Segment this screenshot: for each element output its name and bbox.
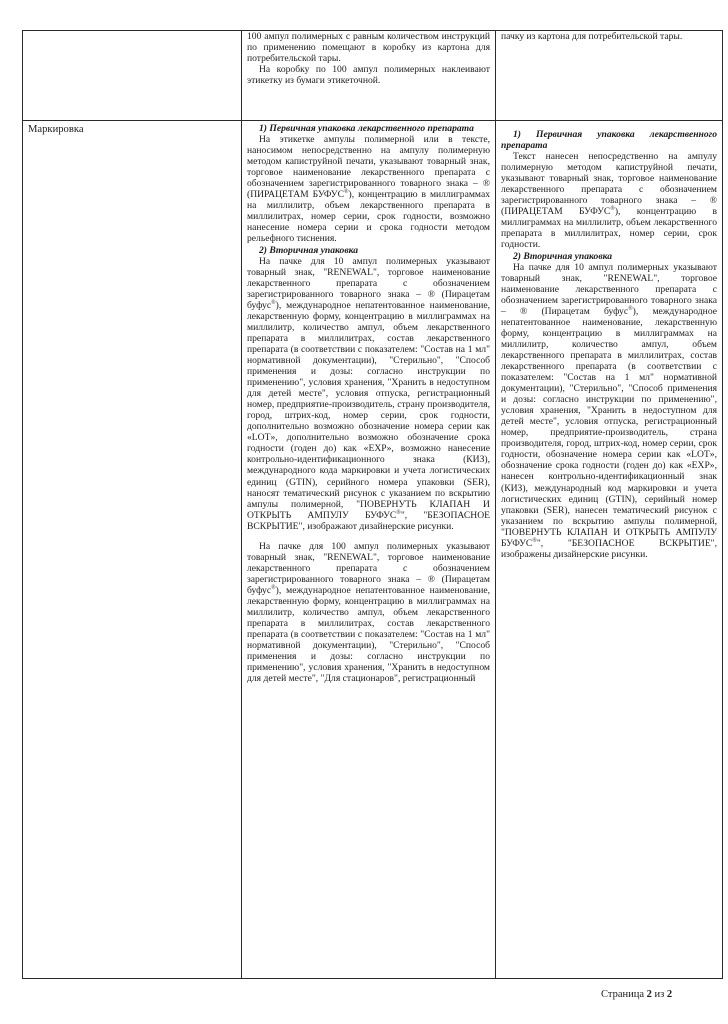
primary-packaging-heading: 1) Первичная упаковка лекарственного препарата [259,123,474,134]
proposed-text-cell [496,121,723,979]
row1-label-cell [23,31,242,121]
page-number: Страница 2 из 2 [601,989,673,1000]
table-row [23,31,723,121]
packaging-text: 100 ампул полимерных с равным количеством инструкций по применению помещают в коробку из картона для потребительской тары. [247,31,490,65]
current-text-cell [242,121,496,979]
comparison-table [22,30,723,979]
table-row [23,121,723,979]
primary-packaging-text: Текст нанесен непосредственно на ампулу полимерную методом капиструйной печати, указывают товарный знак, торговое наименование лекарственного препарата с обозначением зарегистрированного товарного знака – ® (ПИРАЦЕТАМ БУФУС®), концентрацию в миллиграммах на миллилитр, объем лекарственного препарата в миллилитрах, номер серии, срок годности. [501,151,717,251]
secondary-packaging-10-text: На пачке для 10 ампул полимерных указывают товарный знак, "RENEWAL", торговое наименование лекарственного препарата с обозначением зарегистрированного товарного знака – ® (Пирацетам буфус®), международное непатентованное наименование, лекарственную форму, концентрацию в миллиграммах на миллилитр, количество ампул, объем лекарственного препарата в миллилитрах, состав лекарственного препарата (в соответствии с показателем: "Состав на 1 мл" нормативной документации), "Стерильно", "Способ применения и дозы: согласно инструкции по применению", условия хранения, "Хранить в недоступном для детей месте", условия отпуска, регистрационный номер, предприятие-производитель, страна производителя, город, штрих-код, номер серии, срок годности, обозначение номера серии как «LOT», обозначение срока годности (годен до) как «EXP», нанесен контрольно-идентификационный знак (КИЗ), международный код маркировки и учета логистических единиц (GTIN), серийный номер упаковки (SER), нанесен тематический рисунок с указанием по вскрытию ампулы полимерной, "ПОВЕРНУТЬ КЛАПАН И ОТКРЫТЬ АМПУЛУ БУФУС®", "БЕЗОПАСНОЕ ВСКРЫТИЕ", изображены дизайнерские рисунки. [501,261,717,560]
row1-col3-cell [496,31,723,121]
secondary-packaging-heading: 2) Вторичная упаковка [513,250,613,262]
primary-packaging-heading: 1) Первичная упаковка лекарственного препарата [501,129,717,152]
primary-packaging-text: На этикетке ампулы полимерной или в тексте, наносимом непосредственно на ампулу полимерную методом капиструйной печати, указывают товарный знак, торговое наименование лекарственного препарата с обозначением зарегистрированного товарного знака – ® (ПИРАЦЕТАМ БУФУС®), концентрацию в миллиграммах на миллилитр, объем лекарственного препарата в миллилитрах, номер серии, срок годности, возможно нанесение номера серии и срока годности методом рельефного тиснения. [247,134,490,245]
packaging-text: пачку из картона для потребительской тары. [501,31,683,42]
label-text: На коробку по 100 ампул полимерных наклеивают этикетку из бумаги этикеточной. [247,64,490,87]
document-page [22,30,722,980]
row1-col2-cell [242,31,496,121]
secondary-packaging-heading: 2) Вторичная упаковка [259,244,359,256]
section-label: Маркировка [23,121,242,979]
secondary-packaging-10-text: На пачке для 10 ампул полимерных указывают товарный знак, "RENEWAL", торговое наименование лекарственного препарата с обозначением зарегистрированного товарного знака – ® (Пирацетам буфус®), международное непатентованное наименование, лекарственную форму, концентрацию в миллиграммах на миллилитр, количество ампул, объем лекарственного препарата в миллилитрах, состав лекарственного препарата (в соответствии с показателем: "Состав на 1 мл" нормативной документации), "Стерильно", "Способ применения и дозы: согласно инструкции по применению", условия хранения, "Хранить в недоступном для детей месте", условия отпуска, регистрационный номер, предприятие-производитель, страну производителя, город, штрих-код, номер серии, срок годности, дополнительно возможно обозначение номера серии как «LOT», дополнительно возможно обозначение срока годности (годен до) как «EXP», возможно нанесение контрольно-идентификационного знака (КИЗ), международного кода маркировки и учета логистических единиц (GTIN), серийного номера упаковки (SER), наносят тематический рисунок с указанием по вскрытию ампулы полимерной, "ПОВЕРНУТЬ КЛАПАН И ОТКРЫТЬ АМПУЛУ БУФУС®", "БЕЗОПАСНОЕ ВСКРЫТИЕ", изображают дизайнерские рисунки. [247,255,490,532]
secondary-packaging-100-text: На пачке для 100 ампул полимерных указывают товарный знак, "RENEWAL", торговое наименование лекарственного препарата с обозначением зарегистрированного товарного знака – ® (Пирацетам буфус®), международное непатентованное наименование, лекарственную форму, концентрацию в миллиграммах на миллилитр, количество ампул, объем лекарственного препарата в миллилитрах, состав лекарственного препарата (в соответствии с показателем: "Состав на 1 мл" нормативной документации), "Стерильно", "Способ применения и дозы: согласно инструкции по применению", условия хранения, "Хранить в недоступном для детей месте", "Для стационаров", регистрационный [247,540,490,685]
